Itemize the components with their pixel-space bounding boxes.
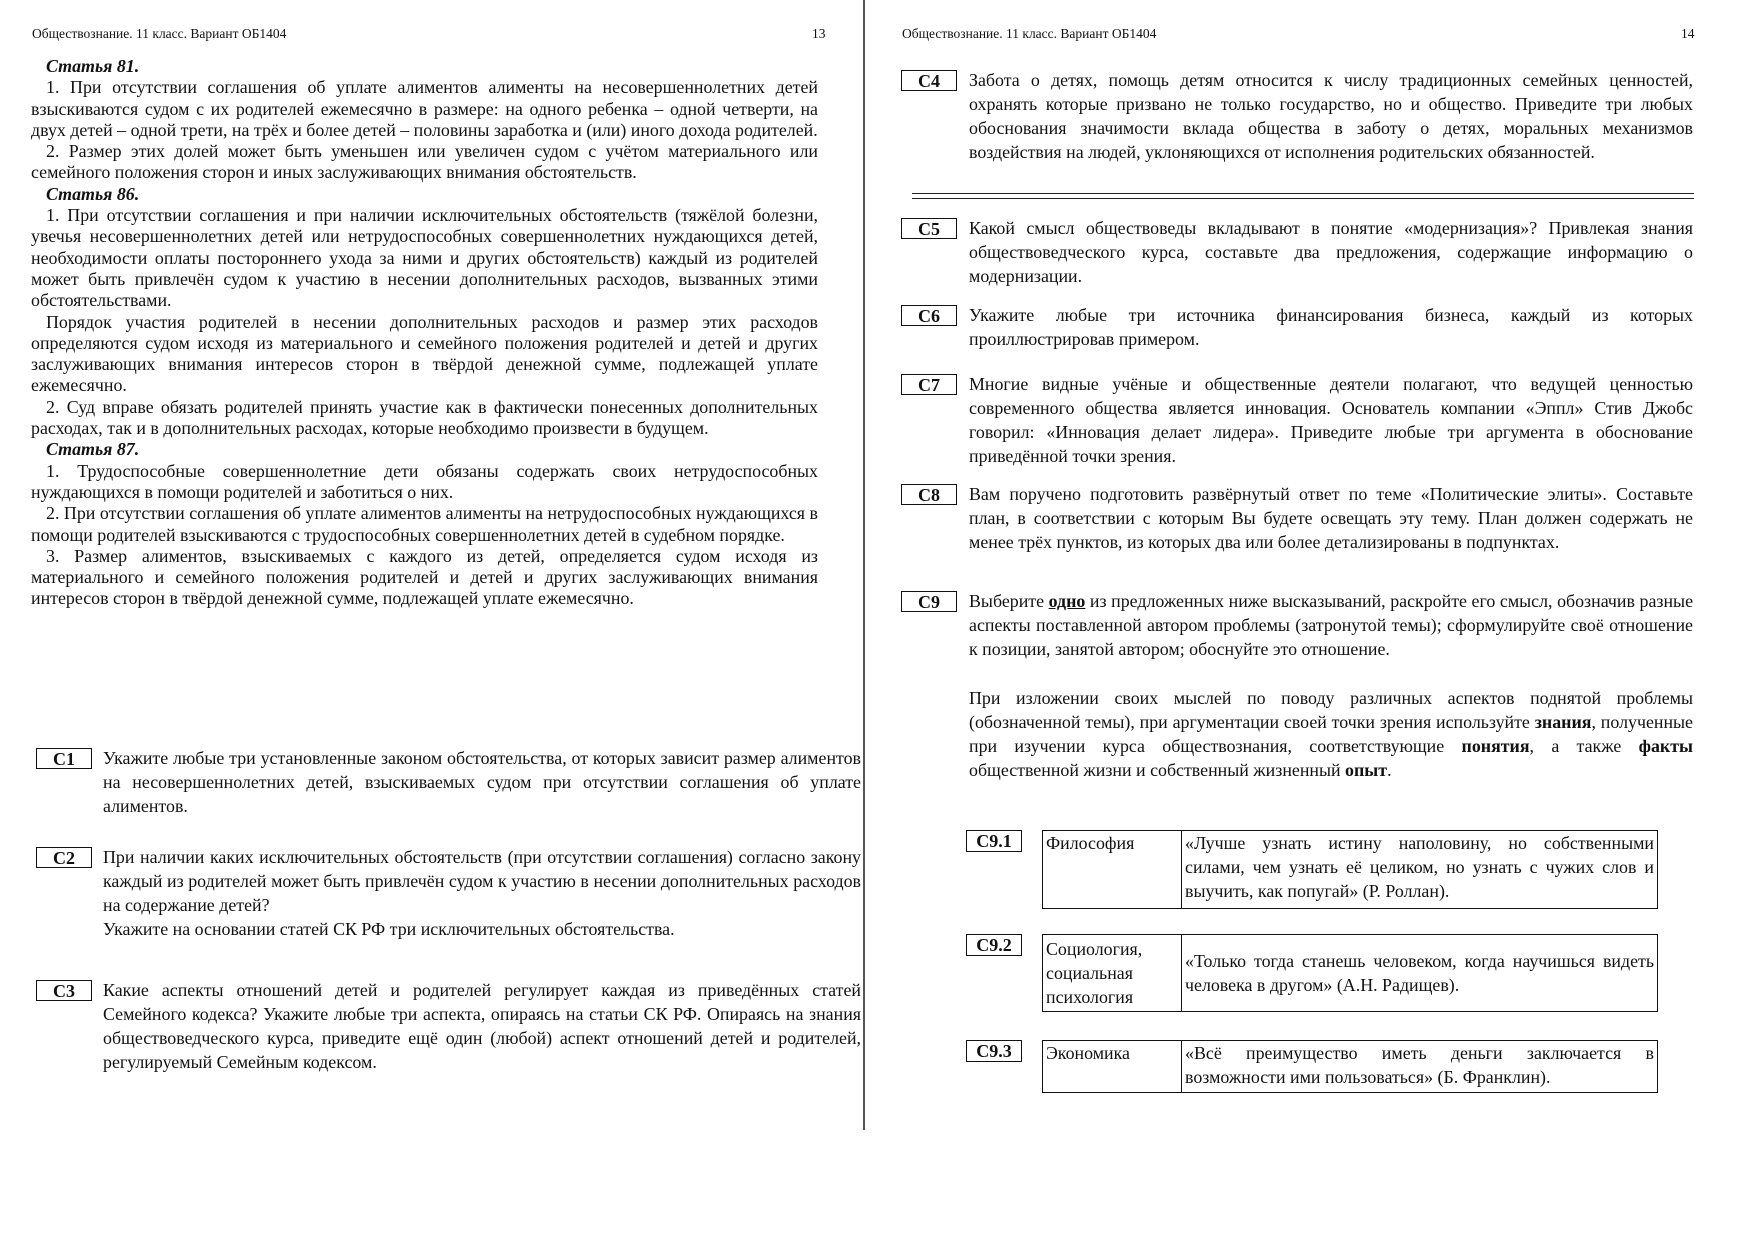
question-label: C3 <box>36 980 92 1001</box>
question-text: Забота о детях, помощь детям относится к числу традиционных семейных ценностей, охранять которые призвано не только государство, но и общество. Приведите три любых обоснования значимости вклада общества в заботу о детях, моральных механизмов воздействия на людей, уклоняющихся от исполнения родительских обязанностей. <box>969 70 1693 162</box>
subquestion-quote: «Всё преимущество иметь деньги заключается в возможности ими пользоваться» (Б. Франклин). <box>1185 1043 1654 1087</box>
separator-rule <box>912 193 1694 194</box>
articles-text <box>31 56 818 610</box>
question-text: Укажите любые три источника финансирования бизнеса, каждый из которых проиллюстрировав примером. <box>969 305 1693 349</box>
question-text: При наличии каких исключительных обстоятельств (при отсутствии соглашения) согласно закону каждый из родителей может быть привлечён судом к участию в несении дополнительных расходов на содержание детей? <box>103 847 861 915</box>
subquestion-table <box>1042 934 1658 1012</box>
subquestion-quote: «Только тогда станешь человеком, когда научишься видеть человека в другом» (А.Н. Радищев). <box>1185 951 1654 995</box>
article-paragraph: 2. Размер этих долей может быть уменьшен или увеличен судом с учётом материального или семейного положения сторон и иных заслуживающих внимания обстоятельств. <box>31 141 818 183</box>
question-label: C5 <box>901 218 957 239</box>
question-label: C6 <box>901 305 957 326</box>
bold-word: понятия <box>1461 736 1530 756</box>
text-fragment: общественной жизни и собственный жизненный <box>969 760 1346 780</box>
question-label: C9 <box>901 591 957 612</box>
question-text: Многие видные учёные и общественные деятели полагают, что ведущей ценностью современного общества является инновация. Основатель компании «Эппл» Стив Джобс говорил: «Инновация делает лидера». Приведите любые три аргумента в обоснование приведённой точки зрения. <box>969 374 1693 466</box>
page-number: 14 <box>1681 26 1695 41</box>
article-paragraph: 1. При отсутствии соглашения и при наличии исключительных обстоятельств (тяжёлой болезни, увечья несовершеннолетних детей или нетрудоспособных совершеннолетних нуждающихся детей, необходимости оплаты постороннего ухода за ними и других обстоятельств) каждый из родителей может быть привлечён судом к участию в несении дополнительных расходов, вызванных этими обстоятельствами. <box>31 205 818 311</box>
header-title: Обществознание. 11 класс. Вариант ОБ1404 <box>32 26 287 41</box>
text-fragment: , а также <box>1529 736 1639 756</box>
question-instructions <box>969 686 1693 782</box>
question-text <box>969 589 1693 661</box>
article-paragraph: 2. При отсутствии соглашения об уплате алиментов алименты на нетрудоспособных нуждающихся в помощи родителей взыскиваются с трудоспособных совершеннолетних детей в судебном порядке. <box>31 503 818 545</box>
bold-word: факты <box>1638 736 1693 756</box>
question-label: C2 <box>36 847 92 868</box>
article-title: Статья 86. <box>46 183 140 204</box>
text-fragment: из предложенных ниже высказываний, раскройте его смысл, обозначив разные аспекты поставленной автором проблемы (затронутой темы); сформулируйте своё отношение к позиции, занятой автором; обоснуйте это отношение. <box>969 591 1694 659</box>
article-title: Статья 81. <box>46 56 140 76</box>
subquestion-table <box>1042 1040 1658 1093</box>
text-fragment: . <box>1387 760 1392 780</box>
question-label: C7 <box>901 374 957 395</box>
question-label: C1 <box>36 748 92 769</box>
left-page <box>0 0 866 1239</box>
article-paragraph: 2. Суд вправе обязать родителей принять участие как в фактически понесенных дополнительных расходах, так и в дополнительных расходах, которые необходимо произвести в будущем. <box>31 396 818 439</box>
separator-rule <box>912 198 1694 199</box>
text-fragment: При изложении своих мыслей по поводу различных аспектов поднятой проблемы (обозначенной темы), при аргументации своей точки зрения используйте <box>969 688 1693 732</box>
question-text: Укажите на основании статей СК РФ три исключительных обстоятельства. <box>103 919 675 939</box>
question-text: Вам поручено подготовить развёрнутый ответ по теме «Политические элиты». Составьте план, в соответствии с которым Вы будете освещать эту тему. План должен содержать не менее трёх пунктов, из которых два или более детализированы в подпунктах. <box>969 484 1693 552</box>
question-label: C4 <box>901 70 957 91</box>
article-paragraph: Порядок участия родителей в несении дополнительных расходов и размер этих расходов определяются судом исходя из материального и семейного положения родителей и детей и других заслуживающих внимания интересов сторон в твёрдой денежной сумме, подлежащей уплате ежемесячно. <box>31 311 818 396</box>
question-text: Укажите любые три установленные законом обстоятельства, от которых зависит размер алиментов на несовершеннолетних детей, взыскиваемых судом при отсутствии соглашения об уплате алиментов. <box>103 748 861 816</box>
text-fragment: Выберите <box>969 591 1049 611</box>
article-paragraph: 1. При отсутствии соглашения об уплате алиментов алименты на несовершеннолетних детей взыскиваются судом с их родителей ежемесячно в размере: на одного ребенка – одной четверти, на двух детей – одной трети, на трёх и более детей – половины заработка и (или) иного дохода родителей. <box>31 77 818 140</box>
subquestion-field: Философия <box>1043 831 1182 908</box>
article-paragraph: 3. Размер алиментов, взыскиваемых с каждого из детей, определяется судом исходя из материального и семейного положения родителей и детей и других заслуживающих внимания интересов сторон в твёрдой денежной сумме, подлежащей уплате ежемесячно. <box>31 545 818 609</box>
article-title: Статья 87. <box>46 439 140 460</box>
bold-word: опыт <box>1345 760 1388 780</box>
question-label: C8 <box>901 484 957 505</box>
subquestion-label: C9.2 <box>966 934 1022 956</box>
header-title: Обществознание. 11 класс. Вариант ОБ1404 <box>902 26 1157 41</box>
subquestion-table <box>1042 830 1658 909</box>
subquestion-field: Социология, социальная психология <box>1043 935 1182 1011</box>
bold-word: знания <box>1534 712 1592 732</box>
text-fragment: , полученные при изучении курса обществознания, соответствующие <box>969 712 1693 756</box>
question-text-block <box>103 845 861 941</box>
subquestion-label: C9.1 <box>966 830 1022 852</box>
question-text: Какие аспекты отношений детей и родителей регулирует каждая из приведённых статей Семейного кодекса? Укажите любые три аспекта, опираясь на статьи СК РФ. Опираясь на знания обществоведческого курса, приведите ещё один (любой) аспект отношений детей и родителей, регулируемый Семейным кодексом. <box>103 980 861 1072</box>
page-divider <box>863 0 865 1130</box>
subquestion-field: Экономика <box>1043 1041 1182 1092</box>
subquestion-label: C9.3 <box>966 1040 1022 1062</box>
article-paragraph: 1. Трудоспособные совершеннолетние дети обязаны содержать своих нетрудоспособных нуждающихся в помощи родителей и заботиться о них. <box>31 460 818 502</box>
question-text: Какой смысл обществоведы вкладывают в понятие «модернизация»? Привлекая знания обществоведческого курса, составьте два предложения, содержащие информацию о модернизации. <box>969 218 1693 286</box>
underlined-word: одно <box>1048 591 1086 611</box>
subquestion-quote: «Лучше узнать истину наполовину, но собственными силами, чем узнать её целиком, но узнать с чужих слов и выучить, как попугай» (Р. Роллан). <box>1185 833 1654 901</box>
page-number: 13 <box>812 26 826 41</box>
